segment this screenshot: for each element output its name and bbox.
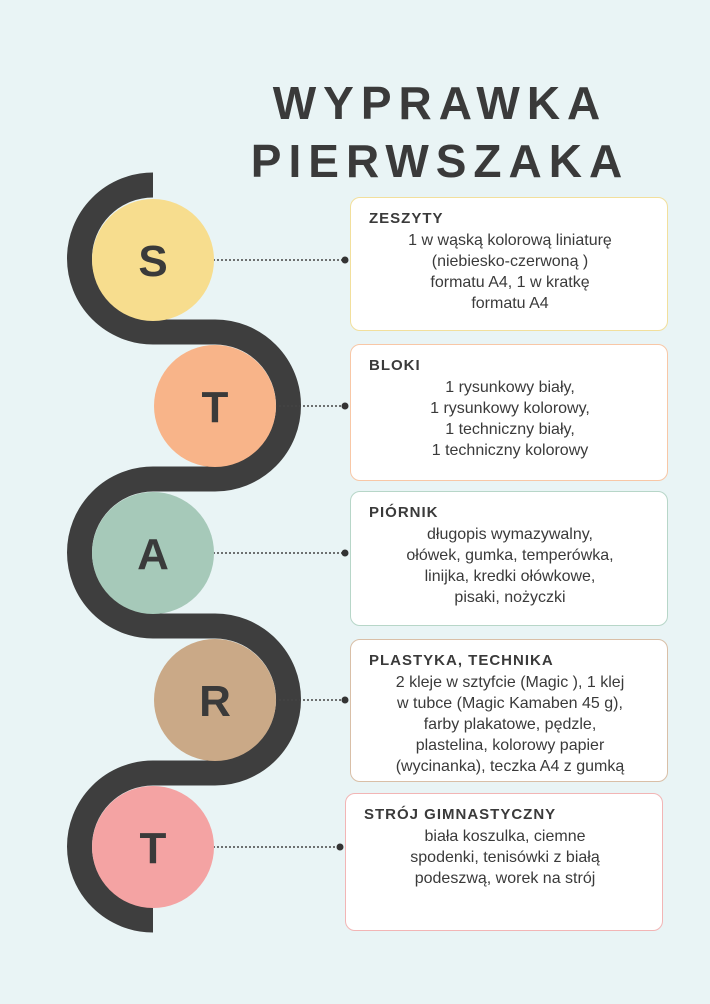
letter-4: R <box>199 677 231 726</box>
letter-2: T <box>201 383 229 432</box>
connector-dot-1 <box>342 257 349 264</box>
page-title-line-2: PIERWSZAKA <box>250 135 630 187</box>
card-heading: STRÓJ GIMNASTYCZNY <box>364 806 557 823</box>
item-card-4 <box>350 639 668 782</box>
letter-1: S <box>138 237 168 286</box>
item-card-5 <box>345 793 663 931</box>
card-heading: ZESZYTY <box>369 210 444 227</box>
letter-5: T <box>139 824 167 873</box>
connector-dot-2 <box>342 403 349 410</box>
connector-dot-4 <box>342 697 349 704</box>
item-card-3 <box>350 491 668 626</box>
page-title-line-1: WYPRAWKA <box>272 77 608 129</box>
card-heading: PIÓRNIK <box>369 504 439 521</box>
card-heading: PLASTYKA, TECHNIKA <box>369 652 554 669</box>
letter-3: A <box>137 530 169 579</box>
connector-dot-3 <box>342 550 349 557</box>
card-text: długopis wymazywalny, ołówek, gumka, temperówka, linijka, kredki ołówkowe, pisaki, nożyczki <box>406 526 614 607</box>
card-text: biała koszulka, ciemne spodenki, tenisówki z białą podeszwą, worek na strój <box>410 828 600 888</box>
item-card-1 <box>350 197 668 331</box>
card-text: 1 w wąską kolorową liniaturę (niebiesko-czerwoną ) formatu A4, 1 w kratkę formatu A4 <box>408 232 612 313</box>
card-heading: BLOKI <box>369 357 421 374</box>
item-card-2 <box>350 344 668 481</box>
connector-dot-5 <box>337 844 344 851</box>
card-text: 1 rysunkowy biały, 1 rysunkowy kolorowy, 1 techniczny biały, 1 techniczny kolorowy <box>430 379 590 460</box>
card-text: 2 kleje w sztyfcie (Magic ), 1 klej w tubce (Magic Kamaben 45 g), farby plakatowe, pędzle, plastelina, kolorowy papier (wycinanka), teczka A4 z gumką <box>395 674 625 776</box>
